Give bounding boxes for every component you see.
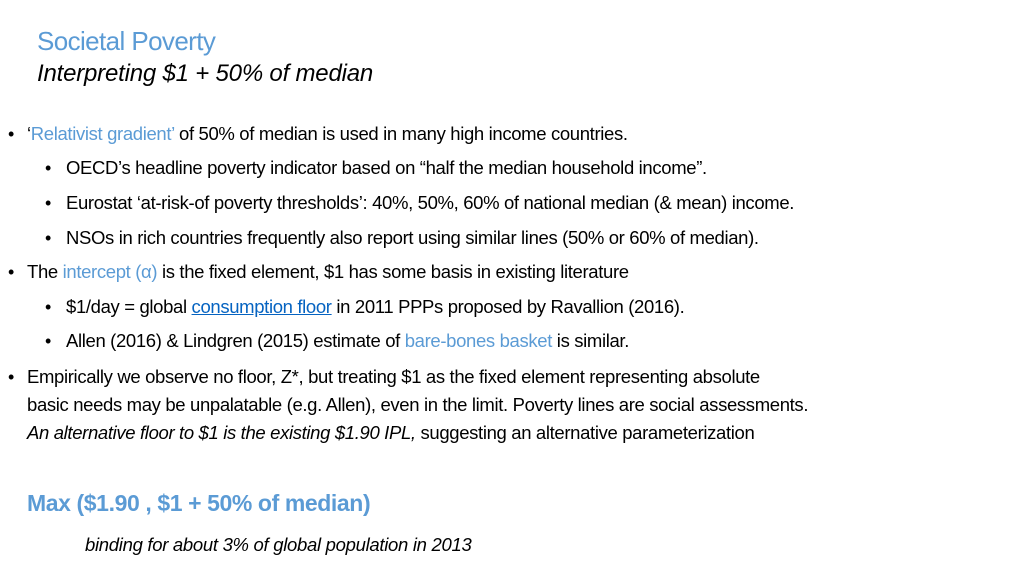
slide-title: Societal Poverty [37, 26, 216, 56]
bullet-intercept [27, 260, 629, 284]
bullet-dot: • [45, 193, 52, 213]
slide-subtitle: Interpreting $1 + 50% of median [37, 60, 374, 87]
bullet-text: in 2011 PPPs proposed by Ravallion (2016). [331, 296, 685, 317]
bullet-dot: • [8, 124, 15, 144]
alternative-floor-text: An alternative floor to $1 is the existing $1.90 IPL, [27, 422, 416, 443]
bullet-dot: • [8, 262, 15, 282]
open-quote: ‘ [27, 123, 31, 144]
bullet-empirical-line-2: basic needs may be unpalatable (e.g. Allen), even in the limit. Poverty lines are social assessments. [27, 394, 809, 415]
bullet-dot: • [45, 331, 52, 351]
subbullet-oecd: OECD’s headline poverty indicator based on “half the median household income”. [66, 157, 707, 178]
bullet-dot: • [45, 297, 52, 317]
bullet-text: of 50% of median is used in many high income countries. [174, 123, 628, 144]
bullet-dot: • [45, 158, 52, 178]
formula-note: binding for about 3% of global population in 2013 [85, 534, 472, 555]
formula-heading: Max ($1.90 , $1 + 50% of median) [27, 490, 371, 516]
consumption-floor-link[interactable]: consumption floor [191, 296, 332, 317]
bullet-dot: • [45, 228, 52, 248]
bullet-text: is the fixed element, $1 has some basis in existing literature [157, 261, 629, 282]
relativist-gradient-term: Relativist gradient’ [30, 123, 175, 144]
bullet-empirical-line-3 [27, 421, 754, 445]
bullet-text: $1/day = global [66, 296, 192, 317]
bullet-relativist-gradient [27, 122, 628, 146]
bullet-text: is similar. [552, 330, 630, 351]
bullet-text: The [27, 261, 63, 282]
bare-bones-basket-term: bare-bones basket [404, 330, 553, 351]
subbullet-eurostat: Eurostat ‘at-risk-of poverty thresholds’: 40%, 50%, 60% of national median (& mean) income. [66, 192, 795, 213]
intercept-term: intercept (α) [62, 261, 158, 282]
subbullet-consumption-floor [66, 295, 684, 319]
bullet-dot: • [8, 367, 15, 387]
bullet-text: suggesting an alternative parameterization [415, 422, 755, 443]
subbullet-nsos: NSOs in rich countries frequently also report using similar lines (50% or 60% of median). [66, 227, 759, 248]
bullet-text: Allen (2016) & Lindgren (2015) estimate of [66, 330, 405, 351]
subbullet-bare-bones [66, 329, 629, 353]
bullet-empirical-line-1: Empirically we observe no floor, Z*, but treating $1 as the fixed element representing absolute [27, 366, 760, 387]
